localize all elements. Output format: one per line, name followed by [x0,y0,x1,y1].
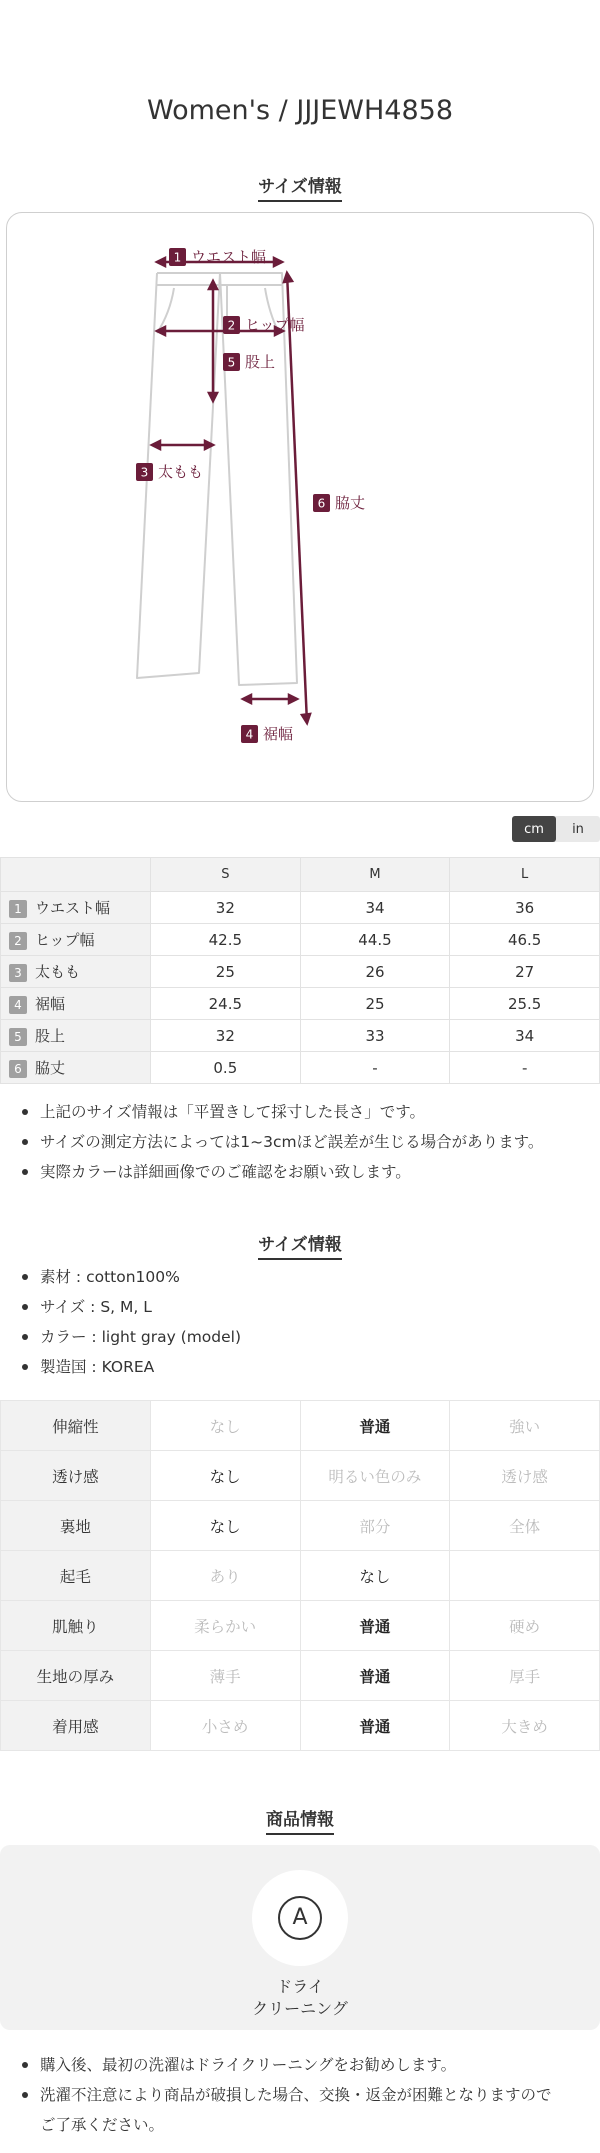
header-size-m: M [300,858,450,892]
diagram-label-thigh [136,463,203,481]
table-cell: 33 [300,1020,450,1052]
table-cell: 25.5 [450,988,600,1020]
row-label: 5 股上 [1,1020,151,1052]
feel-option-selected: なし [150,1501,300,1551]
feel-option: 強い [450,1401,600,1451]
feel-option-selected: 普通 [300,1601,450,1651]
unit-cm-button[interactable]: cm [512,816,556,842]
feel-option: 明るい色のみ [300,1451,450,1501]
feel-option: 部分 [300,1501,450,1551]
table-cell: 42.5 [151,924,301,956]
table-cell: 27 [450,956,600,988]
svg-text:太もも: 太もも [158,463,204,481]
table-cell: - [300,1052,450,1084]
list-item: 上記のサイズ情報は「平置きして採寸した長さ」です。 [20,1097,590,1127]
table-row [1,1401,600,1451]
care-note-continued: ご了承ください。 [40,2116,165,2134]
table-row [1,1701,600,1751]
list-item: 素材 : cotton100% [20,1262,590,1292]
row-label: 2 ヒップ幅 [1,924,151,956]
diagram-labels [136,248,365,743]
dry-clean-icon: A [278,1896,322,1940]
diagram-label-hip [223,316,305,334]
feel-option-selected: 普通 [300,1651,450,1701]
feel-option-selected: 普通 [300,1401,450,1451]
feel-option: なし [150,1401,300,1451]
diagram-label-hem [241,725,293,743]
row-label: 4 裾幅 [1,988,151,1020]
table-row [1,892,600,924]
list-item: 実際カラーは詳細画像でのご確認をお願い致します。 [20,1157,590,1187]
svg-text:股上: 股上 [245,353,276,371]
table-cell: - [450,1052,600,1084]
care-label: ドライ クリーニング [252,1977,348,2018]
diagram-label-rise [223,353,275,371]
feel-option-selected: なし [150,1451,300,1501]
svg-text:5: 5 [227,355,236,370]
feel-label: 肌触り [1,1601,151,1651]
svg-text:ヒップ幅: ヒップ幅 [245,316,305,334]
pants-diagram [7,213,595,803]
feel-label: 着用感 [1,1701,151,1751]
list-item: 製造国 : KOREA [20,1352,590,1382]
list-item: サイズの測定方法によっては1~3cmほど誤差が生じる場合があります。 [20,1127,590,1157]
table-row [1,1501,600,1551]
table-row [1,1052,600,1084]
fabric-feel-table [0,1400,600,1751]
table-cell: 32 [151,1020,301,1052]
table-cell: 24.5 [151,988,301,1020]
spec-heading: サイズ情報 [0,1230,600,1260]
table-cell: 44.5 [300,924,450,956]
feel-option-selected: 普通 [300,1701,450,1751]
svg-text:裾幅: 裾幅 [263,725,294,743]
feel-label: 起毛 [1,1551,151,1601]
care-notes [20,2050,590,2110]
size-table [0,857,600,1084]
table-cell: 0.5 [151,1052,301,1084]
table-row [1,1601,600,1651]
feel-option: 全体 [450,1501,600,1551]
feel-label: 生地の厚み [1,1651,151,1701]
unit-toggle[interactable] [512,816,600,842]
list-item: 購入後、最初の洗濯はドライクリーニングをお勧めします。 [20,2050,590,2080]
feel-option-selected: なし [300,1551,450,1601]
feel-option: 硬め [450,1601,600,1651]
table-cell: 36 [450,892,600,924]
feel-option: 大きめ [450,1701,600,1751]
header-size-l: L [450,858,600,892]
table-cell: 26 [300,956,450,988]
list-item: サイズ : S, M, L [20,1292,590,1322]
feel-option: 厚手 [450,1651,600,1701]
table-cell: 46.5 [450,924,600,956]
size-table-header [1,858,600,892]
table-row [1,1020,600,1052]
size-info-heading: サイズ情報 [0,172,600,202]
size-diagram [6,212,594,802]
svg-text:1: 1 [173,250,182,265]
table-row [1,1551,600,1601]
svg-text:6: 6 [317,496,326,511]
table-cell: 25 [300,988,450,1020]
svg-text:2: 2 [227,318,236,333]
table-cell: 34 [450,1020,600,1052]
unit-in-button[interactable]: in [572,821,584,837]
row-label: 1 ウエスト幅 [1,892,151,924]
feel-option [450,1551,600,1601]
table-cell: 25 [151,956,301,988]
svg-text:ウエスト幅: ウエスト幅 [191,248,267,266]
svg-text:3: 3 [140,465,149,480]
table-cell: 32 [151,892,301,924]
feel-label: 裏地 [1,1501,151,1551]
product-info-heading: 商品情報 [0,1805,600,1835]
row-label: 3 太もも [1,956,151,988]
feel-option: 透け感 [450,1451,600,1501]
table-row [1,988,600,1020]
spec-list [20,1262,590,1382]
list-item: カラー : light gray (model) [20,1322,590,1352]
feel-option: 小さめ [150,1701,300,1751]
table-row [1,956,600,988]
header-size-s: S [151,858,301,892]
table-row [1,1451,600,1501]
diagram-label-waist [169,248,266,266]
row-label: 6 脇丈 [1,1052,151,1084]
size-notes [20,1097,590,1187]
diagram-label-outseam [313,494,365,512]
table-row [1,924,600,956]
feel-label: 透け感 [1,1451,151,1501]
feel-option: 柔らかい [150,1601,300,1651]
svg-text:4: 4 [245,727,254,742]
table-row [1,1651,600,1701]
list-item: 洗濯不注意により商品が破損した場合、交換・返金が困難となりますので [20,2080,590,2110]
table-cell: 34 [300,892,450,924]
feel-option: 薄手 [150,1651,300,1701]
feel-label: 伸縮性 [1,1401,151,1451]
header-blank [1,858,151,892]
feel-option: あり [150,1551,300,1601]
svg-text:脇丈: 脇丈 [335,494,366,512]
product-title: Women's / JJJEWH4858 [146,95,454,126]
